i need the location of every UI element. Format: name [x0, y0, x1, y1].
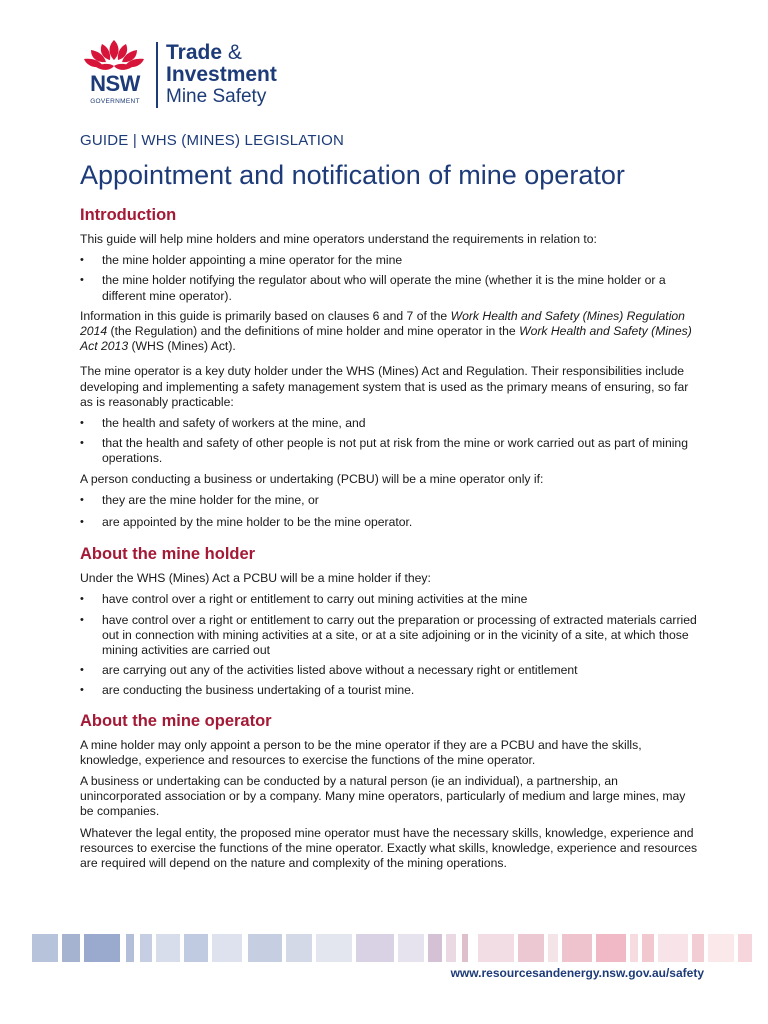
band-block	[658, 934, 688, 962]
decorative-color-band	[32, 934, 752, 962]
paragraph: A mine holder may only appoint a person to be the mine operator if they are a PCBU and have the skills, knowledge, experience and resources to exercise the functions of the mine operator.	[80, 737, 642, 767]
list-item: • the mine holder notifying the regulator about who will operate the mine (whether it is the mine holder or a different mine operator).	[80, 273, 700, 303]
page-title: Appointment and notification of mine operator	[80, 160, 625, 190]
band-block	[708, 934, 734, 962]
nsw-wordmark: NSW	[90, 71, 140, 96]
section-heading-mine-holder: About the mine holder	[80, 545, 256, 564]
text-run: (WHS (Mines) Act).	[128, 339, 236, 354]
band-block	[428, 934, 442, 962]
band-block	[446, 934, 456, 962]
bullet-list	[80, 493, 700, 530]
brand-line-1	[166, 42, 277, 64]
paragraph: A person conducting a business or undertaking (PCBU) will be a mine operator only if:	[80, 471, 544, 486]
list-item: • are conducting the business undertaking of a tourist mine.	[80, 683, 700, 698]
paragraph: This guide will help mine holders and mine operators understand the requirements in relation to:	[80, 232, 597, 246]
regulation-title: Work Health and Safety (Mines) Regulation 2014	[80, 308, 685, 339]
band-block	[548, 934, 558, 962]
text-run: (the Regulation) and the definitions of mine holder and mine operator in the	[107, 324, 520, 339]
band-block	[518, 934, 544, 962]
band-block	[398, 934, 424, 962]
band-block	[32, 934, 58, 962]
act-title: Work Health and Safety (Mines) Act 2013	[80, 324, 692, 354]
section-heading-mine-operator: About the mine operator	[80, 711, 272, 730]
band-block	[84, 934, 120, 962]
trade-investment-logo	[80, 38, 310, 112]
paragraph: Whatever the legal entity, the proposed mine operator must have the necessary skills, knowledge, experience and resources to exercise the functions of the mine operator. Exactly what skills, knowledge, experience and resources are required will depend on the nature and complexity of the mining operations.	[80, 825, 698, 871]
brand-text	[166, 42, 277, 108]
paragraph	[80, 309, 700, 355]
bullet-list	[80, 592, 700, 698]
brand-ampersand: &	[227, 41, 242, 64]
list-item: • the health and safety of workers at the mine, and	[80, 416, 700, 431]
footer-url[interactable]: www.resourcesandenergy.nsw.gov.au/safety	[450, 966, 704, 980]
band-block	[62, 934, 80, 962]
list-item: • have control over a right or entitlement to carry out the preparation or processing of extracted materials carried out in connection with mining activities at a site, or at a site adjoining or in the vicinity of a site, at which those mining activities are carried out	[80, 613, 700, 659]
band-block	[212, 934, 242, 962]
band-block	[562, 934, 592, 962]
band-block	[156, 934, 180, 962]
band-block	[248, 934, 282, 962]
bullet-list	[80, 416, 700, 467]
text-run: Information in this guide is primarily based on clauses 6 and 7 of the	[80, 308, 451, 323]
list-item: • that the health and safety of other people is not put at risk from the mine or work carried out as part of mining operations.	[80, 436, 700, 466]
brand-line-2: Investment	[166, 63, 277, 86]
guide-kicker: GUIDE | WHS (MINES) LEGISLATION	[80, 132, 345, 149]
brand-trade: Trade	[166, 41, 223, 64]
band-block	[642, 934, 654, 962]
paragraph: Under the WHS (Mines) Act a PCBU will be a mine holder if they:	[80, 571, 431, 586]
band-block	[316, 934, 352, 962]
brand-line-3: Mine Safety	[166, 86, 267, 107]
band-block	[596, 934, 626, 962]
band-block	[286, 934, 312, 962]
band-block	[630, 934, 638, 962]
band-block	[184, 934, 208, 962]
band-block	[692, 934, 704, 962]
list-item: • they are the mine holder for the mine, or	[80, 493, 700, 508]
band-block	[462, 934, 468, 962]
band-block	[478, 934, 514, 962]
paragraph: A business or undertaking can be conducted by a natural person (ie an individual), a partnership, an unincorporated association or by a company. Many mine operators, particularly of medium and large mines, may be companies.	[80, 774, 686, 819]
logo-divider	[156, 42, 158, 108]
paragraph: The mine operator is a key duty holder under the WHS (Mines) Act and Regulation. Their responsibilities include developing and implementing a safety management system that is used as the primary means of ensuring, so far as is reasonably practicable:	[80, 364, 689, 409]
government-label: GOVERNMENT	[90, 98, 140, 105]
band-block	[738, 934, 752, 962]
bullet-list	[80, 253, 700, 304]
band-block	[140, 934, 152, 962]
section-heading-introduction: Introduction	[80, 206, 177, 224]
band-block	[356, 934, 394, 962]
document-body	[80, 132, 700, 877]
band-block	[126, 934, 134, 962]
list-item: • have control over a right or entitlement to carry out mining activities at the mine	[80, 592, 700, 607]
list-item: • are appointed by the mine holder to be the mine operator.	[80, 515, 700, 530]
list-item: • the mine holder appointing a mine operator for the mine	[80, 253, 700, 268]
list-item: • are carrying out any of the activities listed above without a necessary right or entitlement	[80, 663, 700, 678]
